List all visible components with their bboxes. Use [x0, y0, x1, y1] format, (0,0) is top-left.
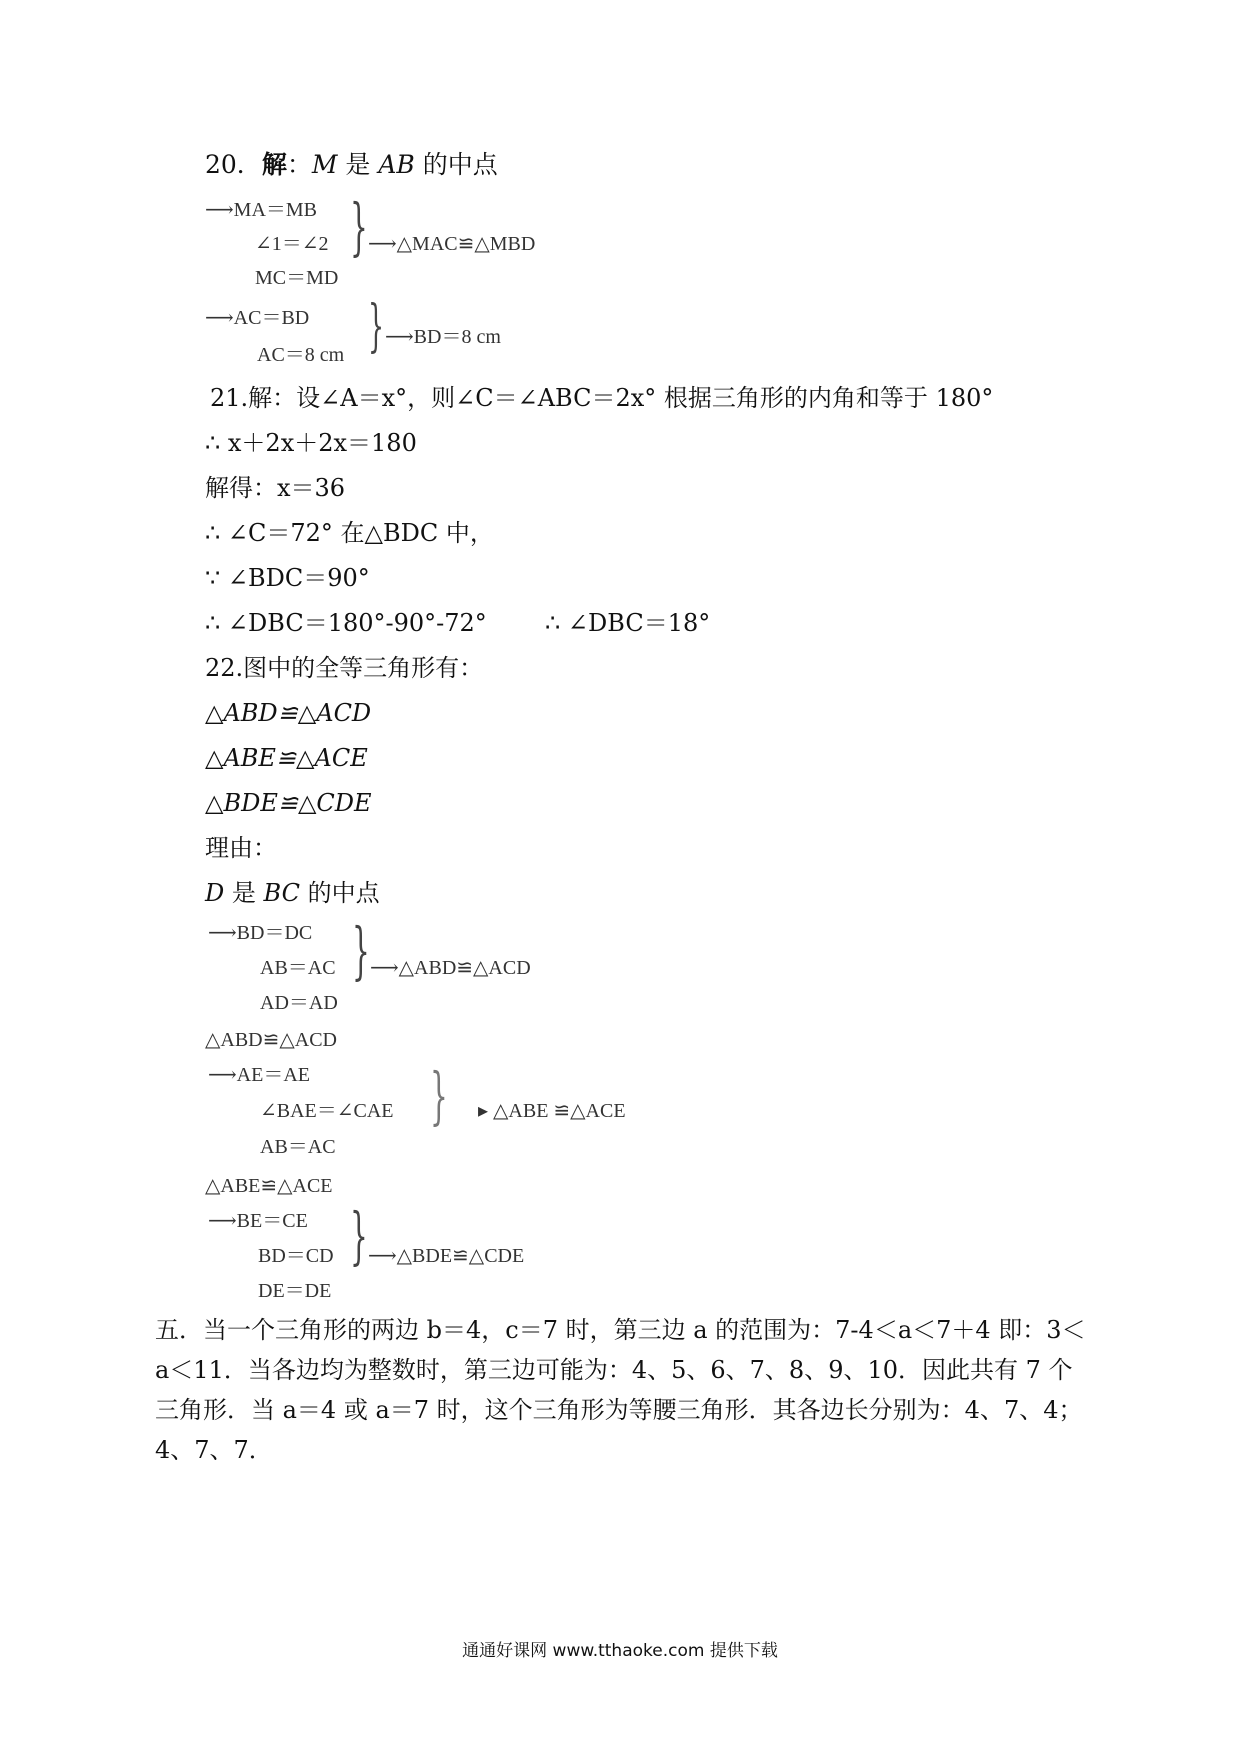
q22-proof3-line1: ⟶BE＝CE — [208, 1210, 308, 1232]
q21-line6a: ∴ ∠DBC＝180°-90°-72° — [205, 609, 487, 637]
q5-paragraph: 五．当一个三角形的两边 b＝4，c＝7 时，第三边 a 的范围为：7-4＜a＜7＋4 即：3＜a＜11．当各边均为整数时，第三边可能为：4、5、6、7、8、9、10．因此共有 7 个三角形．当 a＝4 或 a＝7 时，这个三角形为等腰三角形．其各边长分别为：4、7、4；4、7、7． — [155, 1316, 1086, 1464]
q20-step2-line2: AC＝8 cm — [257, 344, 345, 366]
q22-proof3-given: △ABE≌△ACE — [205, 1175, 333, 1197]
q22-proof2-given: △ABD≌△ACD — [205, 1029, 337, 1051]
q22-proof1-line2: AB＝AC — [260, 957, 336, 979]
q22-proof3-line3: DE＝DE — [258, 1280, 332, 1302]
q20-step2-line1: ⟶AC＝BD — [205, 307, 310, 329]
q20-ab: AB — [378, 150, 415, 179]
q21-line1: 21.解：设∠A＝x°，则∠C＝∠ABC＝2x° 根据三角形的内角和等于 180° — [210, 384, 994, 412]
q22-brace-1: } — [352, 914, 370, 987]
q21-line6b: ∴ ∠DBC＝18° — [545, 609, 711, 637]
q21-line3: 解得：x＝36 — [205, 474, 346, 502]
q22-proof1-line3: AD＝AD — [260, 992, 338, 1014]
q22-brace-2: } — [430, 1059, 448, 1132]
q20-m: M — [311, 150, 338, 179]
q20-brace-2: } — [368, 294, 385, 359]
q20-step2-result: ⟶BD＝8 cm — [385, 326, 501, 348]
q22-pair-1: △ABD≌△ACD — [205, 699, 372, 727]
footer-source: 通通好课网 www.tthaoke.com 提供下载 — [462, 1641, 778, 1661]
q22-premise-mid: 是 — [224, 879, 264, 907]
q22-pair-2: △ABE≌△ACE — [205, 744, 368, 772]
q22-proof1-result: ⟶△ABD≌△ACD — [370, 957, 531, 979]
q22-proof2-line2: ∠BAE＝∠CAE — [260, 1100, 394, 1122]
q22-proof2-line3: AB＝AC — [260, 1136, 336, 1158]
q20-colon: ： — [286, 150, 312, 179]
q22-proof2-line1: ⟶AE＝AE — [208, 1064, 310, 1086]
q22-brace-3: } — [350, 1199, 368, 1272]
q21-line4: ∴ ∠C＝72° 在△BDC 中， — [205, 519, 494, 547]
q20-step1-line1: ⟶MA＝MB — [205, 199, 318, 221]
q20-step1-line2: ∠1＝∠2 — [255, 233, 329, 255]
q22-premise — [205, 878, 380, 908]
q20-number: 20． — [205, 150, 262, 179]
q22-proof1-line1: ⟶BD＝DC — [208, 922, 313, 944]
q20-brace-1: } — [350, 190, 368, 263]
q22-proof3-result: ⟶△BDE≌△CDE — [368, 1245, 525, 1267]
q22-premise-d: D — [205, 879, 225, 907]
q22-proof2-result: ▸ △ABE ≌△ACE — [478, 1100, 626, 1122]
q21-line2: ∴ x＋2x＋2x＝180 — [205, 429, 417, 457]
q22-title: 22.图中的全等三角形有： — [205, 654, 484, 682]
q22-reason: 理由： — [205, 834, 277, 862]
q20-step1-result: ⟶△MAC≌△MBD — [368, 233, 536, 255]
q22-proof3-line2: BD＝CD — [258, 1245, 334, 1267]
q20-jie: 解 — [261, 150, 287, 179]
q21-line5: ∵ ∠BDC＝90° — [205, 564, 370, 592]
q22-premise-bc: BC — [263, 879, 300, 907]
q22-premise-end: 的中点 — [299, 879, 380, 907]
q20-heading — [205, 150, 498, 180]
q20-step1-line3: MC＝MD — [255, 267, 339, 289]
q20-mid2: 的中点 — [414, 150, 498, 179]
q20-mid1: 是 — [337, 150, 379, 179]
q22-pair-3: △BDE≌△CDE — [205, 789, 372, 817]
